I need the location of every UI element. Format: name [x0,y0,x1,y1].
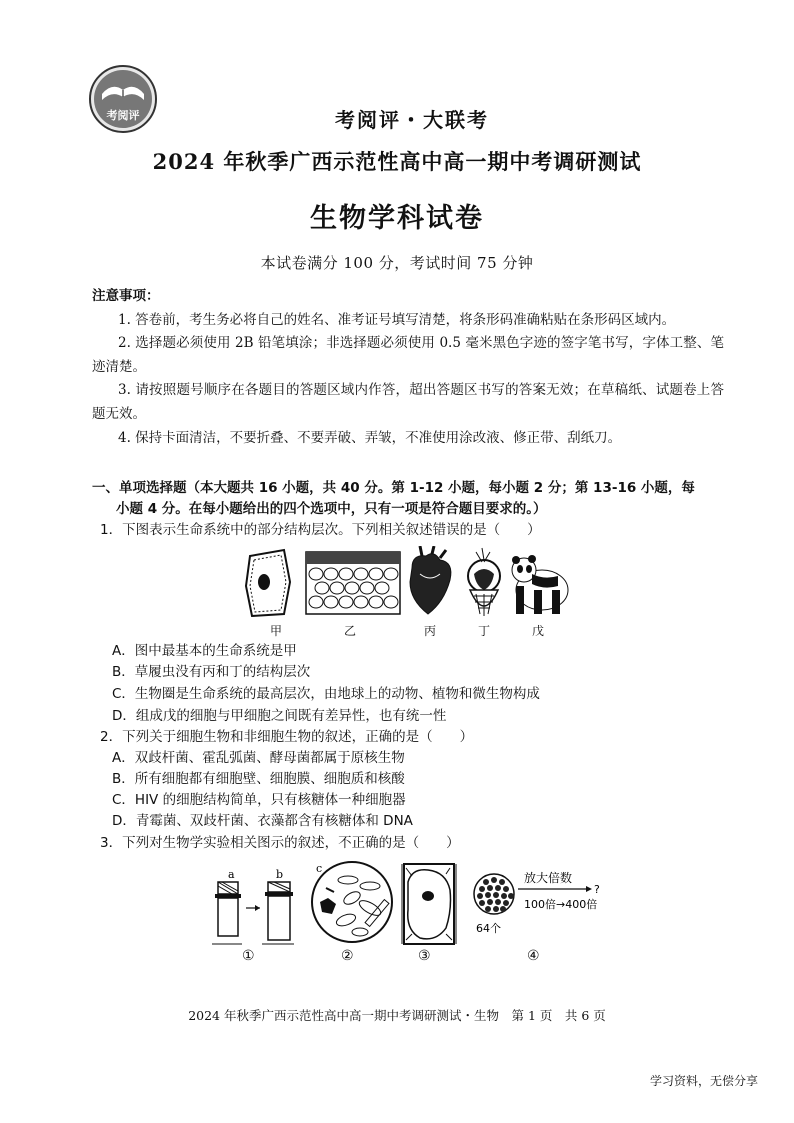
q2-option-d[interactable]: D．青霉菌、双歧杆菌、衣藻都含有核糖体和 DNA [112,813,413,829]
note-item-3: 3. 请按照题号顺序在各题目的答题区域内作答，超出答题区书写的答案无效；在草稿纸、试题卷上答题无效。 [92,382,724,422]
magnification-change-label: 100倍→400倍 [524,898,598,911]
q3-label-1: ① [242,948,255,964]
section-line-2: 小题 4 分。在每小题给出的四个选项中，只有一项是符合题目要求的。） [116,501,547,517]
tissue-figure [306,552,400,614]
objective-lens-figure [212,868,294,944]
q1-label-ding: 丁 [478,624,491,638]
q1-label-yi: 乙 [344,624,357,638]
q3-stem: 3．下列对生物学实验相关图示的叙述，不正确的是（ ） [100,835,460,851]
q1-figure [244,546,570,620]
magnification-figure [474,870,600,935]
exam-info: 本试卷满分 100 分，考试时间 75 分钟 [260,254,534,272]
cell-figure [246,550,290,616]
q1-label-wu: 戊 [532,624,545,638]
q1-option-c[interactable]: C．生物圈是生命系统的最高层次，由地球上的动物、植物和微生物构成 [112,686,540,702]
q3-label-3: ③ [418,948,431,964]
q2-option-a[interactable]: A．双歧杆菌、霍乱弧菌、酵母菌都属于原核生物 [112,750,405,766]
magnify-label: 放大倍数 [524,871,573,885]
q1-label-jia: 甲 [270,624,283,638]
tube-b-label: b [276,868,284,881]
note-item-2: 2. 选择题必须使用 2B 铅笔填涂；非选择题必须使用 0.5 毫米黑色字迹的签字笔书写，字体工整、笔迹清楚。 [92,335,724,375]
note-item-1: 1. 答卷前，考生务必将自己的姓名、准考证号填写清楚，将条形码准确粘贴在条形码区域内。 [118,311,676,328]
q3-label-4: ④ [527,948,540,964]
q1-stem: 1．下图表示生命系统中的部分结构层次。下列相关叙述错误的是（ ） [100,522,541,538]
q2-option-c[interactable]: C．HIV 的细胞结构简单，只有核糖体一种细胞器 [112,792,406,808]
exam-series-title: 考阅评・大联考 [335,108,489,132]
panda-figure [512,555,568,614]
label-c: c [316,862,323,875]
tube-a-label: a [228,868,235,881]
notes-section [92,285,724,450]
q2-option-b[interactable]: B．所有细胞都有细胞壁、细胞膜、细胞质和核酸 [112,771,405,787]
exam-title: 2024 年秋季广西示范性高中高一期中考调研测试 [152,149,642,174]
field-of-view-figure [312,862,392,942]
section-line-1: 一、单项选择题（本大题共 16 小题，共 40 分。第 1-12 小题，每小题 2 分；第 13-16 小题，每 [92,480,695,496]
section-heading [92,478,724,520]
circulatory-system-figure [468,548,500,616]
q1-option-a[interactable]: A．图中最基本的生命系统是甲 [112,643,297,659]
cell-count-label: 64个 [476,922,501,935]
notes-heading: 注意事项： [92,288,160,304]
watermark: 学习资料，无偿分享 [649,1074,758,1088]
page-footer: 2024 年秋季广西示范性高中高一期中考调研测试・生物 第 1 页 共 6 页 [188,1008,606,1023]
q1-option-b[interactable]: B．草履虫没有丙和丁的结构层次 [112,664,311,680]
q2-stem: 2．下列关于细胞生物和非细胞生物的叙述，正确的是（ ） [100,729,474,745]
q3-figure [206,858,616,968]
q1-label-bing: 丙 [424,624,437,638]
logo-text: 考阅评 [106,109,140,122]
heart-figure [410,546,451,614]
subject-title: 生物学科试卷 [310,203,484,234]
plant-cell-figure [402,864,456,944]
magnify-question: ? [594,883,600,896]
q1-option-d[interactable]: D．组成戊的细胞与甲细胞之间既有差异性，也有统一性 [112,708,447,724]
note-item-4: 4. 保持卡面清洁，不要折叠、不要弄破、弄皱，不准使用涂改液、修正带、刮纸刀。 [118,429,622,446]
q3-label-2: ② [341,948,354,964]
